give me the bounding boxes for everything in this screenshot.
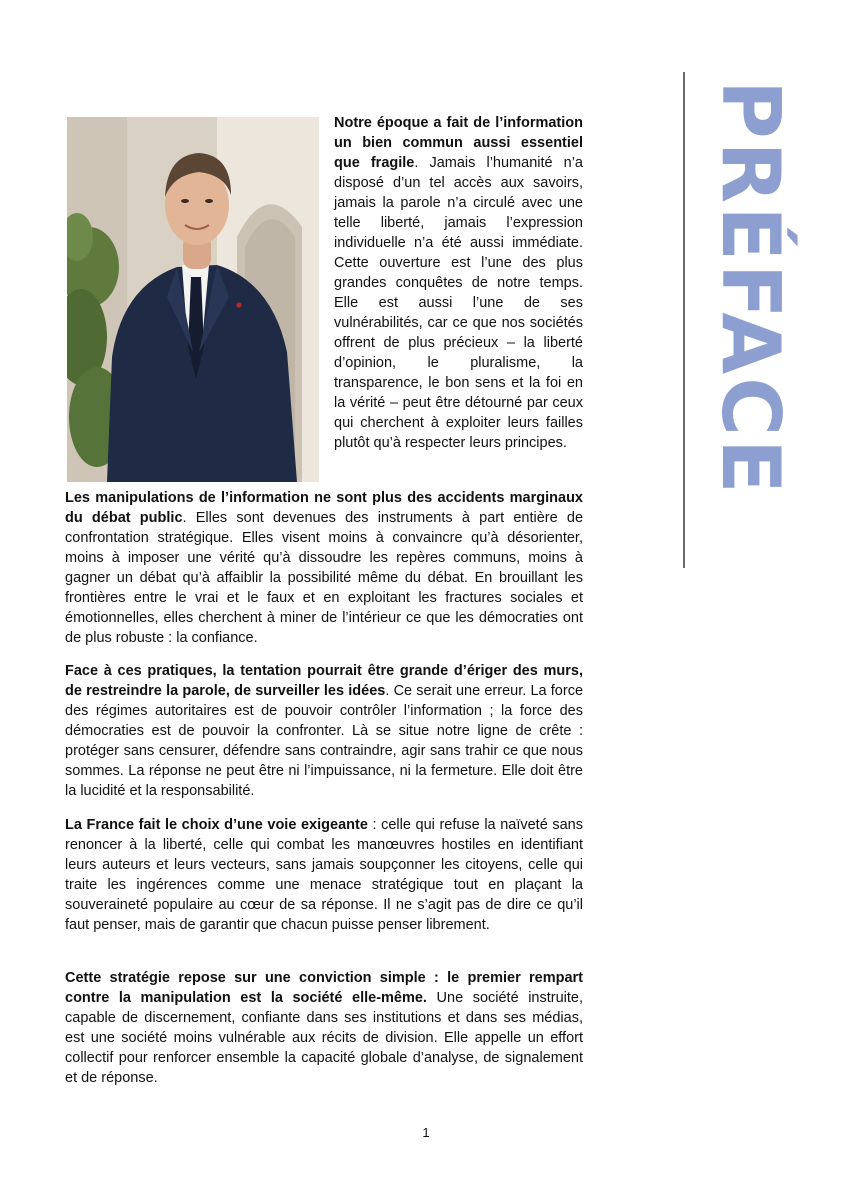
paragraph-text: Une société instruite, capable de discernement, confiante dans ses institutions et dans ses médias, est une société moins vulnérable aux récits de division. Elle appelle un effort collectif pour renforcer ensemble la capacité globale d’analyse, de signalement et de réponse.: [65, 990, 583, 1086]
paragraph-bold: Face à ces pratiques, la tentation pourrait être grande d’ériger des murs, de restreindre la parole, de surveiller les idées: [65, 663, 583, 699]
portrait-photo: [67, 117, 319, 482]
paragraph-text: : celle qui refuse la naïveté sans renoncer à la liberté, celle qui combat les manœuvres hostiles en identifiant leurs auteurs et leurs vecteurs, sans jamais soupçonner les citoyens, celle qui traite les ingérences comme une menace stratégique tout en plaçant la souveraineté populaire au cœur de sa réponse. Il ne s’agit pas de dire ce qu’il faut penser, mais de garantir que chacun puisse penser librement.: [65, 817, 583, 933]
paragraph-text: . Elles sont devenues des instruments à part entière de confrontation stratégique. Elles visent moins à convaincre qu’à désorienter, moins à imposer une vérité qu’à dissoudre les repères communs, moins à gagner un débat qu’à affaiblir la possibilité même du débat. En brouillant les frontières entre le vrai et le faux et en exploitant les fractures sociales et émotionnelles, elles cherchent à miner de l’intérieur ce que les démocraties ont de plus robuste : la confiance.: [65, 510, 584, 646]
paragraph-tentation: [65, 661, 583, 801]
paragraph-bold: Cette stratégie repose sur une conviction simple : le premier rempart contre la manipulation est la société elle-même.: [65, 970, 583, 1006]
paragraph-bold: Les manipulations de l’information ne sont plus des accidents marginaux du débat public: [65, 490, 583, 526]
paragraph-text: . Ce serait une erreur. La force des régimes autoritaires est de pouvoir contrôler l’information ; la force des démocraties est de pouvoir la confronter. Là se situe notre ligne de crête : protéger sans censurer, défendre sans contraindre, agir sans trahir ce que nous sommes. La réponse ne peut être ni l’impuissance, ni la fermeture. Elle doit être la lucidité et la responsabilité.: [65, 683, 584, 799]
page-number: 1: [422, 1125, 430, 1140]
portrait-photo-icon: [67, 117, 319, 482]
intro-paragraph: [334, 113, 583, 453]
side-title: [700, 80, 800, 540]
vertical-rule: [683, 72, 685, 568]
intro-text: . Jamais l’humanité n’a disposé d’un tel accès aux savoirs, jamais la parole n’a circulé avec une telle liberté, jamais l’expression individuelle n’a été aussi immédiate. Cette ouverture est l’une des plus grandes conquêtes de notre temps. Elle est aussi l’une de ses vulnérabilités, car ce que nos sociétés offrent de plus précieux – la liberté d’opinion, le pluralisme, la transparence, le bon sens et la foi en la vérité – peut être détourné par ceux qui cherchent à exploiter leurs failles plutôt qu’à respecter leurs principes.: [334, 155, 583, 451]
side-title-text: PRÉFACE: [704, 80, 797, 497]
paragraph-france: [65, 815, 583, 935]
paragraph-strategie: [65, 968, 583, 1088]
paragraph-manipulations: [65, 488, 583, 648]
paragraph-bold: La France fait le choix d’une voie exigeante: [65, 817, 368, 833]
intro-bold: Notre époque a fait de l’information un bien commun aussi essentiel que fragile: [334, 115, 583, 171]
